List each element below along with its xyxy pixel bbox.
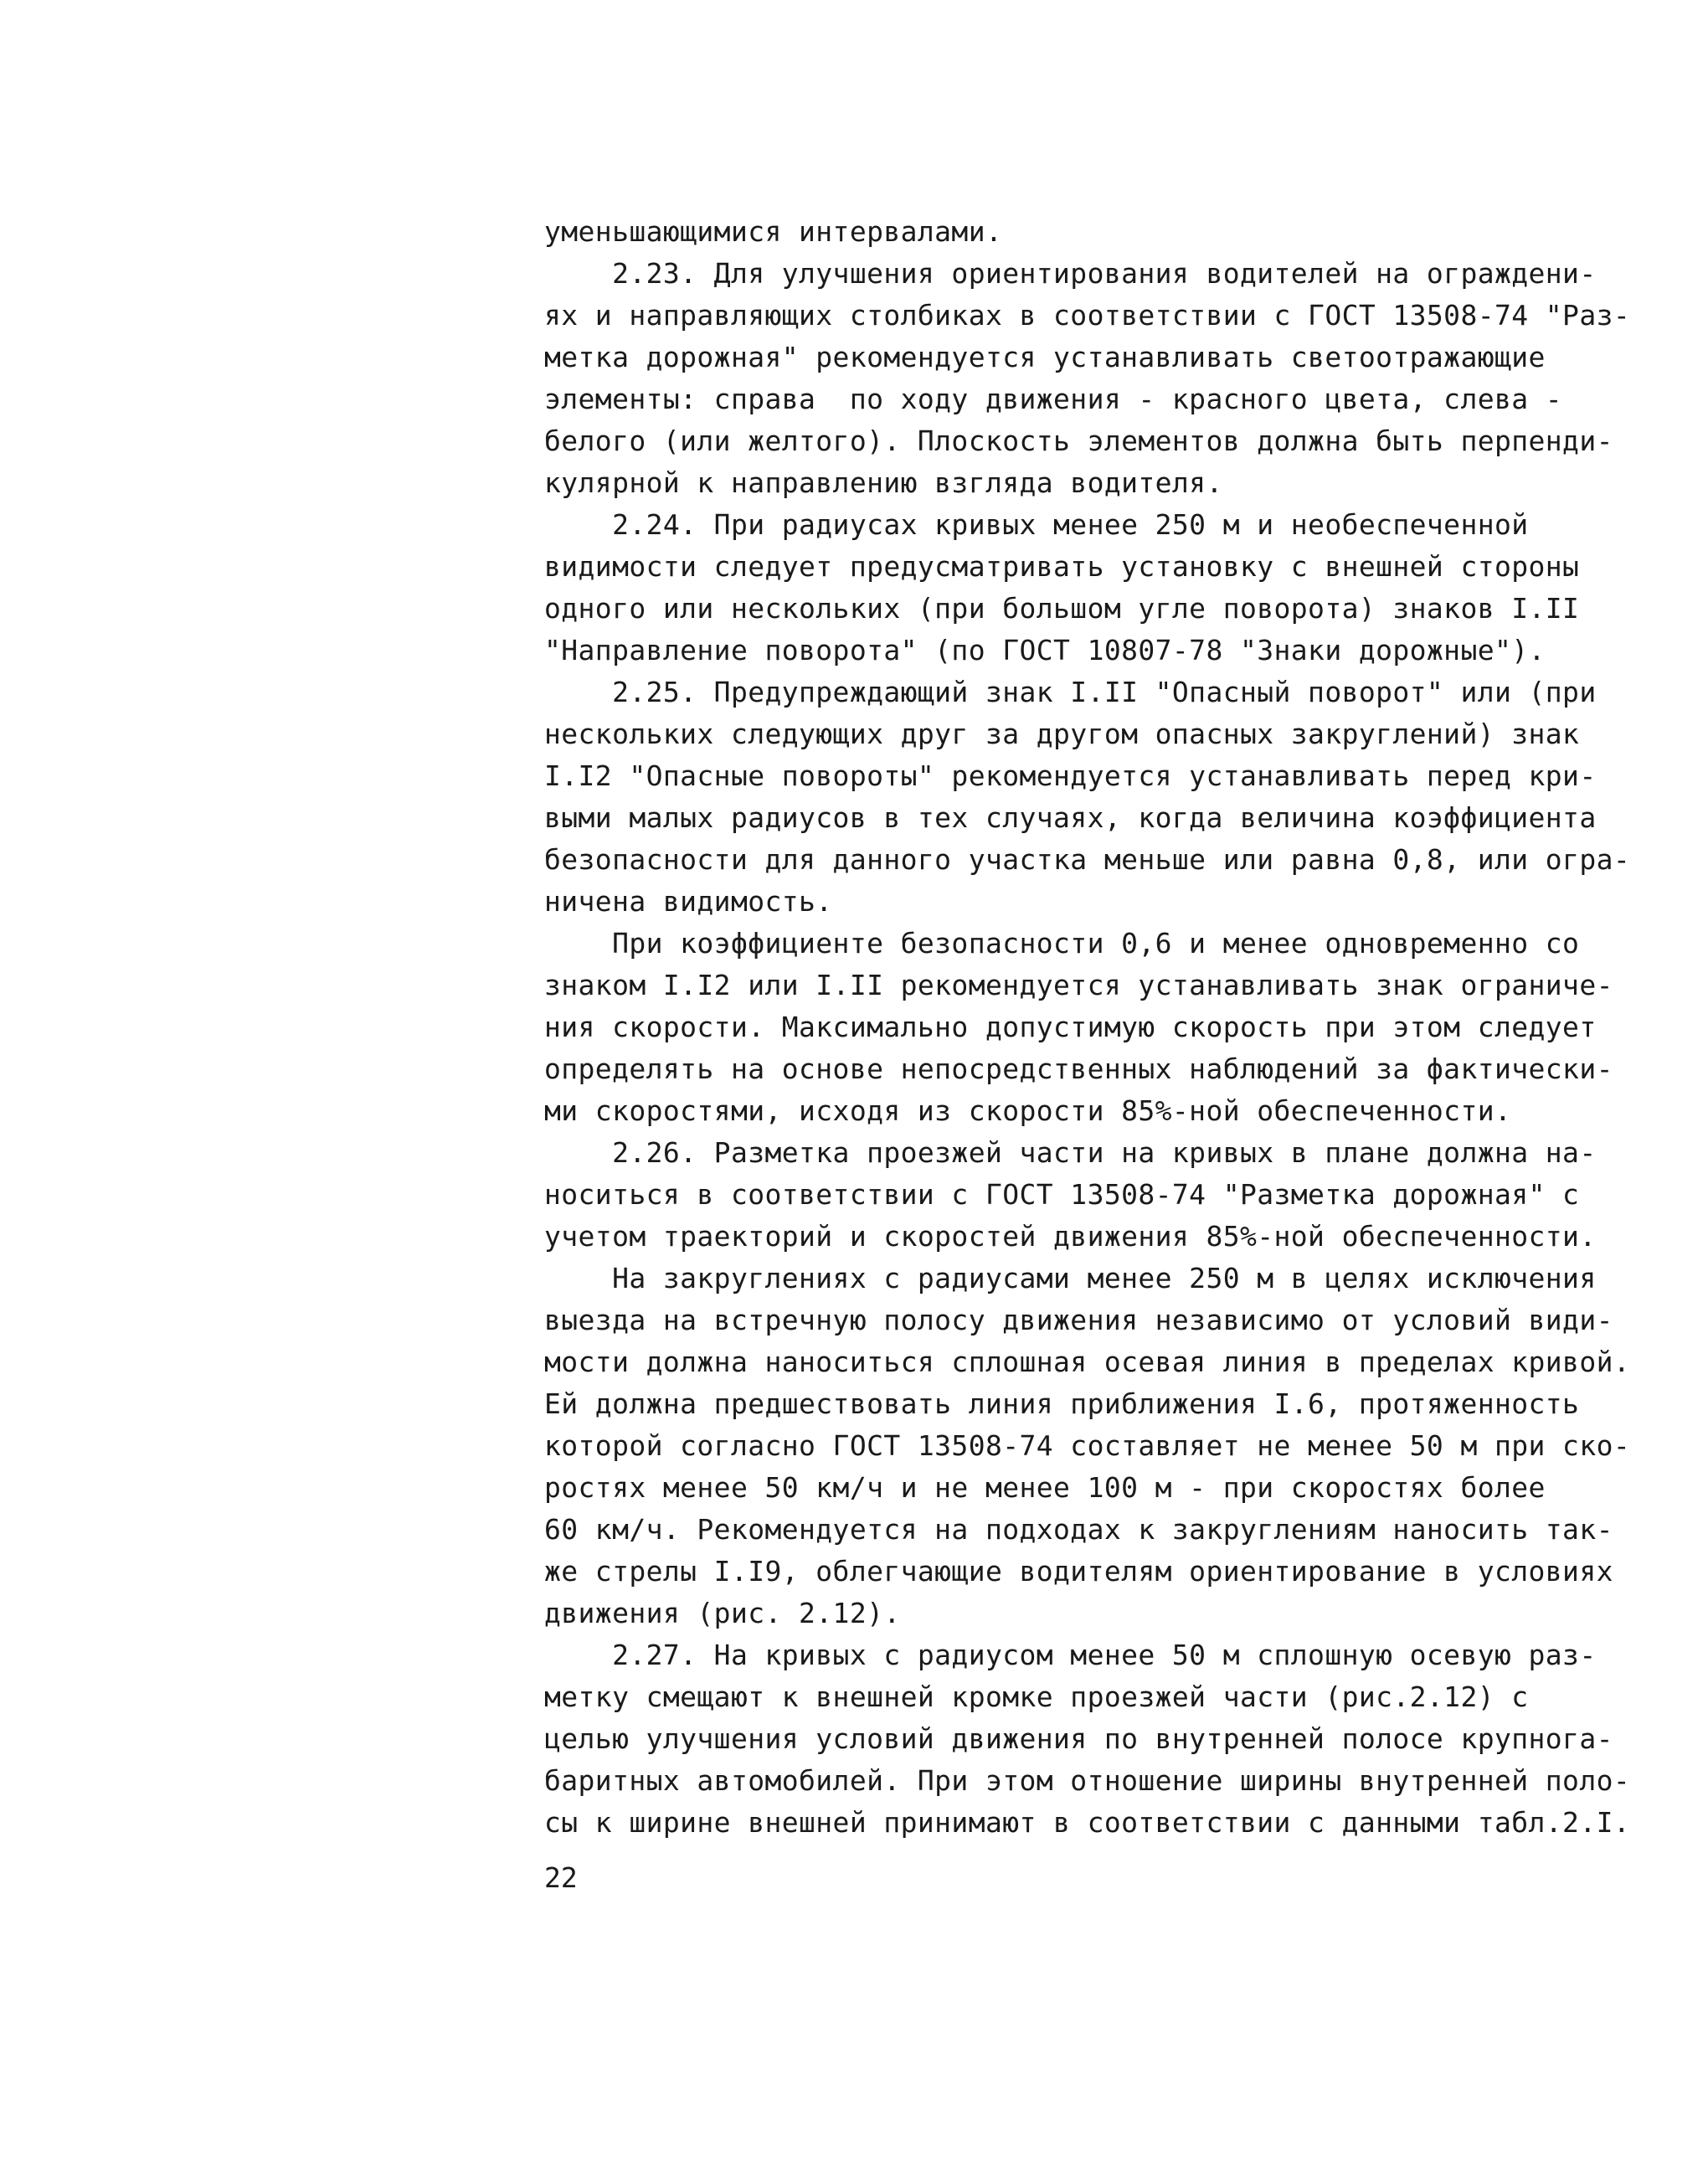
text-line: ния скорости. Максимально допустимую скорость при этом следует [544,1011,1597,1043]
text-line: которой согласно ГОСТ 13508-74 составляет не менее 50 м при ско- [544,1429,1631,1462]
text-line: учетом траекторий и скоростей движения 85%-ной обеспеченности. [544,1220,1597,1253]
body-text [544,211,1666,1844]
text-line: носиться в соответствии с ГОСТ 13508-74 "Разметка дорожная" с [544,1178,1580,1211]
text-line: одного или нескольких (при большом угле поворота) знаков I.II [544,592,1580,625]
text-line: кулярной к направлению взгляда водителя. [544,466,1223,499]
text-line: ми скоростями, исходя из скорости 85%-ной обеспеченности. [544,1094,1512,1127]
text-line: элементы: справа по ходу движения - красного цвета, слева - [544,383,1563,415]
text-line: 2.23. Для улучшения ориентирования водителей на ограждени- [544,257,1597,290]
text-line: баритных автомобилей. При этом отношение ширины внутренней поло- [544,1764,1631,1797]
text-line: 2.27. На кривых с радиусом менее 50 м сплошную осевую раз- [544,1639,1597,1671]
text-line: нескольких следующих друг за другом опасных закруглений) знак [544,718,1580,750]
text-line: "Направление поворота" (по ГОСТ 10807-78 "Знаки дорожные"). [544,634,1546,666]
text-line: уменьшающимися интервалами. [544,215,1003,248]
text-line: выми малых радиусов в тех случаях, когда величина коэффициента [544,801,1597,834]
text-line: 2.25. Предупреждающий знак I.II "Опасный поворот" или (при [544,676,1597,708]
text-line: определять на основе непосредственных наблюдений за фактически- [544,1052,1613,1085]
text-line: движения (рис. 2.12). [544,1597,901,1629]
text-line: Ей должна предшествовать линия приближения I.6, протяженность [544,1387,1580,1420]
page-number: 22 [544,1861,578,1894]
text-line: метку смещают к внешней кромке проезжей части (рис.2.12) с [544,1680,1529,1713]
text-line: ях и направляющих столбиках в соответствии с ГОСТ 13508-74 "Раз- [544,299,1631,332]
text-line: ничена видимость. [544,885,833,918]
text-line: При коэффициенте безопасности 0,6 и менее одновременно со [544,927,1580,960]
text-line: мости должна наноситься сплошная осевая линия в пределах кривой. [544,1346,1631,1378]
text-line: 2.24. При радиусах кривых менее 250 м и необеспеченной [544,508,1529,541]
text-line: знаком I.I2 или I.II рекомендуется устанавливать знак ограниче- [544,969,1613,1001]
text-line: же стрелы I.I9, облегчающие водителям ориентирование в условиях [544,1555,1613,1588]
text-line: На закруглениях с радиусами менее 250 м в целях исключения [544,1262,1597,1294]
text-line: 60 км/ч. Рекомендуется на подходах к закруглениям наносить так- [544,1513,1613,1546]
text-line: выезда на встречную полосу движения независимо от условий види- [544,1304,1613,1336]
text-line: ростях менее 50 км/ч и не менее 100 м - при скоростях более [544,1471,1546,1504]
text-line: целью улучшения условий движения по внутренней полосе крупнога- [544,1722,1613,1755]
text-line: 2.26. Разметка проезжей части на кривых в плане должна на- [544,1136,1597,1169]
text-line: белого (или желтого). Плоскость элементов должна быть перпенди- [544,425,1613,457]
text-line: сы к ширине внешней принимают в соответствии с данными табл.2.I. [544,1806,1631,1839]
text-line: метка дорожная" рекомендуется устанавливать светоотражающие [544,341,1546,373]
text-line: безопасности для данного участка меньше или равна 0,8, или огра- [544,843,1631,876]
text-line: I.I2 "Опасные повороты" рекомендуется устанавливать перед кри- [544,759,1597,792]
text-line: видимости следует предусматривать установку с внешней стороны [544,550,1580,583]
